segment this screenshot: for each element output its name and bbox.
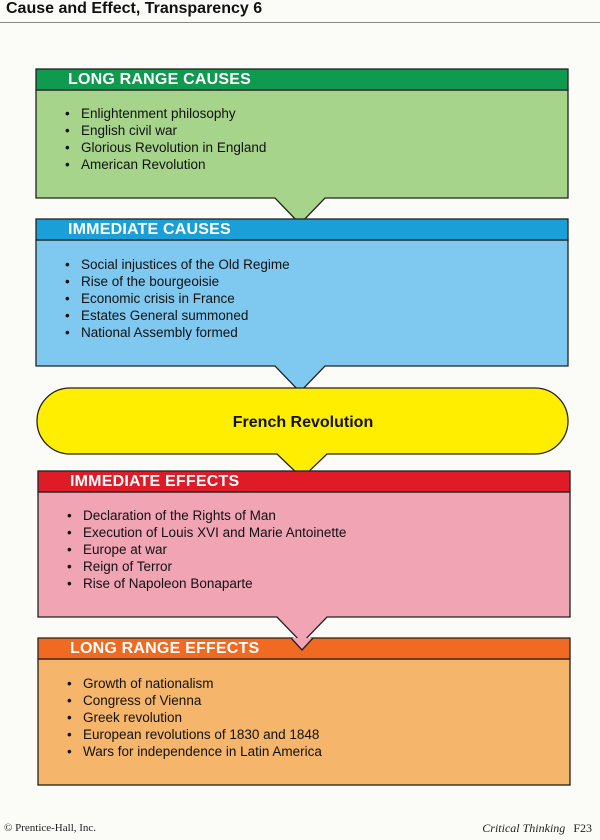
list-item: • Glorious Revolution in England xyxy=(65,140,267,155)
list-item: • American Revolution xyxy=(65,157,206,172)
list-item: • European revolutions of 1830 and 1848 xyxy=(67,727,320,742)
list-item: • Declaration of the Rights of Man xyxy=(67,508,276,523)
page-number: F23 xyxy=(573,821,592,835)
list-item: • Reign of Terror xyxy=(67,559,173,574)
series-title: Critical Thinking xyxy=(482,821,566,835)
list-item: • Europe at war xyxy=(67,542,168,557)
publisher-credit: © Prentice-Hall, Inc. xyxy=(4,822,97,834)
page-title: Cause and Effect, Transparency 6 xyxy=(6,0,263,17)
list-item: • National Assembly formed xyxy=(65,325,238,340)
long-range-causes-heading: LONG RANGE CAUSES xyxy=(68,71,251,88)
footer-page-info xyxy=(482,821,592,836)
list-item: • English civil war xyxy=(65,123,178,138)
list-item: • Growth of nationalism xyxy=(67,676,214,691)
french-revolution-shape xyxy=(37,388,568,478)
list-item: • Estates General summoned xyxy=(65,308,249,323)
long-range-causes-list xyxy=(62,105,266,173)
list-item: • Economic crisis in France xyxy=(65,291,235,306)
list-item: • Rise of the bourgeoisie xyxy=(65,274,220,289)
immediate-effects-list xyxy=(64,507,346,592)
list-item: • Congress of Vienna xyxy=(67,693,202,708)
list-item: • Execution of Louis XVI and Marie Antoinette xyxy=(67,525,347,540)
immediate-effects-heading: IMMEDIATE EFFECTS xyxy=(70,473,240,490)
list-item: • Rise of Napoleon Bonaparte xyxy=(67,576,253,591)
list-item: • Wars for independence in Latin America xyxy=(67,744,322,759)
list-item: • Enlightenment philosophy xyxy=(65,106,236,121)
list-item: • Social injustices of the Old Regime xyxy=(65,257,290,272)
list-item: • Greek revolution xyxy=(67,710,183,725)
long-range-effects-list xyxy=(64,675,322,760)
long-range-effects-heading: LONG RANGE EFFECTS xyxy=(70,640,260,657)
immediate-causes-list xyxy=(62,256,290,341)
french-revolution-label: French Revolution xyxy=(232,414,374,431)
immediate-causes-heading: IMMEDIATE CAUSES xyxy=(68,221,231,238)
